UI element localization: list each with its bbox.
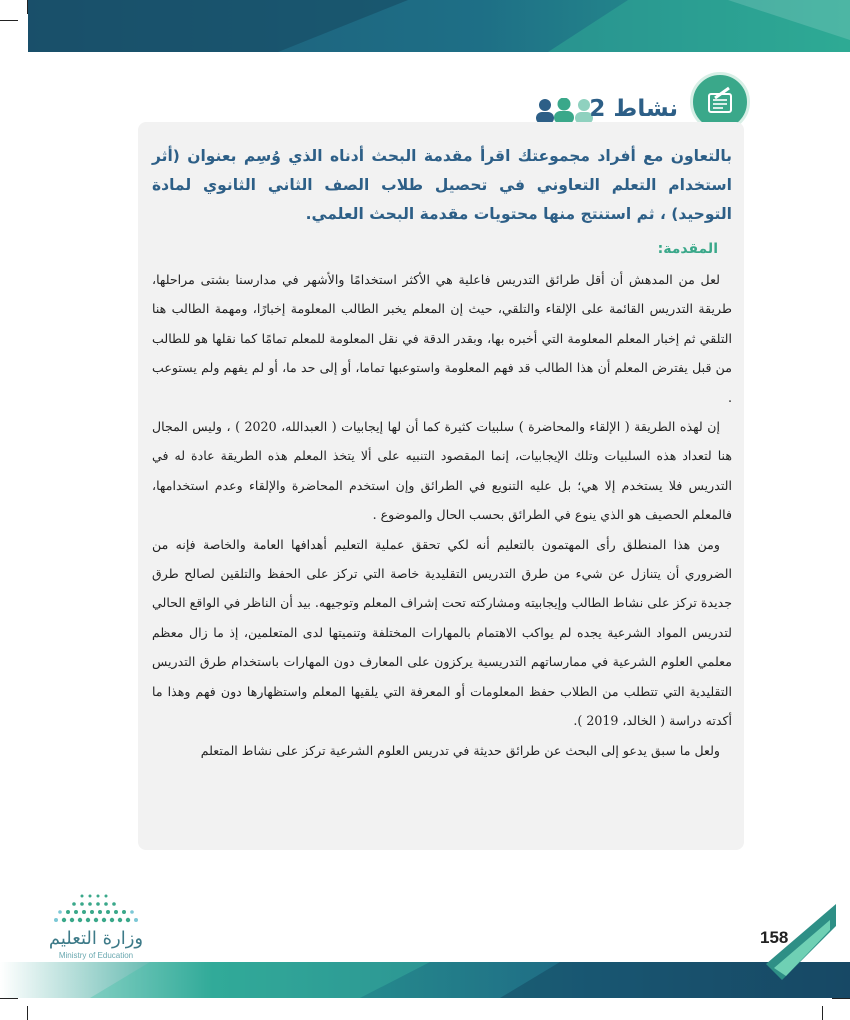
- crop-mark: [0, 20, 18, 21]
- crop-mark: [27, 1006, 28, 1020]
- crop-mark: [0, 998, 18, 999]
- paragraph: ولعل ما سبق يدعو إلى البحث عن طرائق حديثة في تدريس العلوم الشرعية تركز على نشاط المتعلم: [200, 742, 720, 758]
- activity-title: نشاط 2: [589, 96, 678, 122]
- ministry-name-english: Ministry of Education: [58, 951, 134, 960]
- activity-instructions: بالتعاون مع أفراد مجموعتك اقرأ مقدمة البحث أدناه الذي وُسِم بعنوان (أثر استخدام التعلم التعاوني في تحصيل طلاب الصف الثاني الثانوي لمادة التوحيد) ، ثم استنتج منها محتويات مقدمة البحث العلمي.: [152, 147, 732, 223]
- crop-mark: [822, 1006, 823, 1020]
- paragraph: لعل من المدهش أن أقل طرائق التدريس فاعلية هي الأكثر استخدامًا والأشهر في مدارسنا بشتى مراحلها، طريقة التدريس القائمة على الإلقاء والتلقي، حيث إن المعلم يخبر الطالب المعلومة إخبارًا، ومهمة الطالب هنا التلقي ثم إخبار المعلم المعلومة التي أخبره بها، وبقدر الدقة في نقل المعلومة للمعلم تمامًا كما نقلها هو للطالب من قبل يفترض المعلم أن هذا الطالب قد فهم المعلومة واستوعبها تماما، أو إلى حد ما، أو لم يفهم ولم يستوعب .: [152, 272, 732, 405]
- paragraph: إن لهذه الطريقة ( الإلقاء والمحاضرة ) سلبيات كثيرة كما أن لها إيجابيات ( العبدالله، 2020 ) ، وليس المجال هنا لتعداد هذه السلبيات وتلك الإيجابيات، إنما المقصود التنبيه على ألا يتخذ المعلم هذه الطريقة عادة له في التدريس فلا يستخدم إلا هي؛ بل عليه التنويع في الطرائق وإن استخدم المحاضرة والإلقاء وعدم استخدامها، فالمعلم الحصيف هو الذي ينوع في الطرائق بحسب الحال والموضوع .: [152, 419, 732, 523]
- crop-mark: [832, 998, 850, 999]
- footer-band: [0, 962, 850, 998]
- ministry-name-arabic: وزارة التعليم: [48, 928, 144, 949]
- ministry-logo: [44, 886, 148, 960]
- content: [152, 142, 732, 765]
- section-title: المقدمة:: [657, 241, 718, 257]
- paragraph: ومن هذا المنطلق رأى المهتمون بالتعليم أنه لكي تحقق عملية التعليم أهدافها العامة والخاصة فإنه من الضروري أن يتنازل عن شيء من طرق التدريس التقليدية خاصة التي تركز على الحفظ والتلقين لصالح طرق جديدة تركز على نشاط الطالب وإيجابيته ومشاركته تحت إشراف المعلم وتوجيهه. بيد أن الناظر في الواقع الحالي لتدريس المواد الشرعية يجده لم يواكب الاهتمام بالمهارات المختلفة وتنميتها لدى المتعلمين، إذ ما زال معظم معلمي العلوم الشرعية في ممارساتهم التدريسية يركزون على المعارف دون المهارات باستخدام طرق التدريس التقليدية التي تتطلب من الطلاب حفظ المعلومات أو المعرفة التي يلقيها المعلم واستظهارها دون فهم وهذا ما أكدته دراسة ( الخالد، 2019 ).: [152, 536, 732, 729]
- header-band: [28, 0, 850, 52]
- logo-dots-icon: [44, 886, 148, 926]
- page-number: 158: [760, 928, 789, 947]
